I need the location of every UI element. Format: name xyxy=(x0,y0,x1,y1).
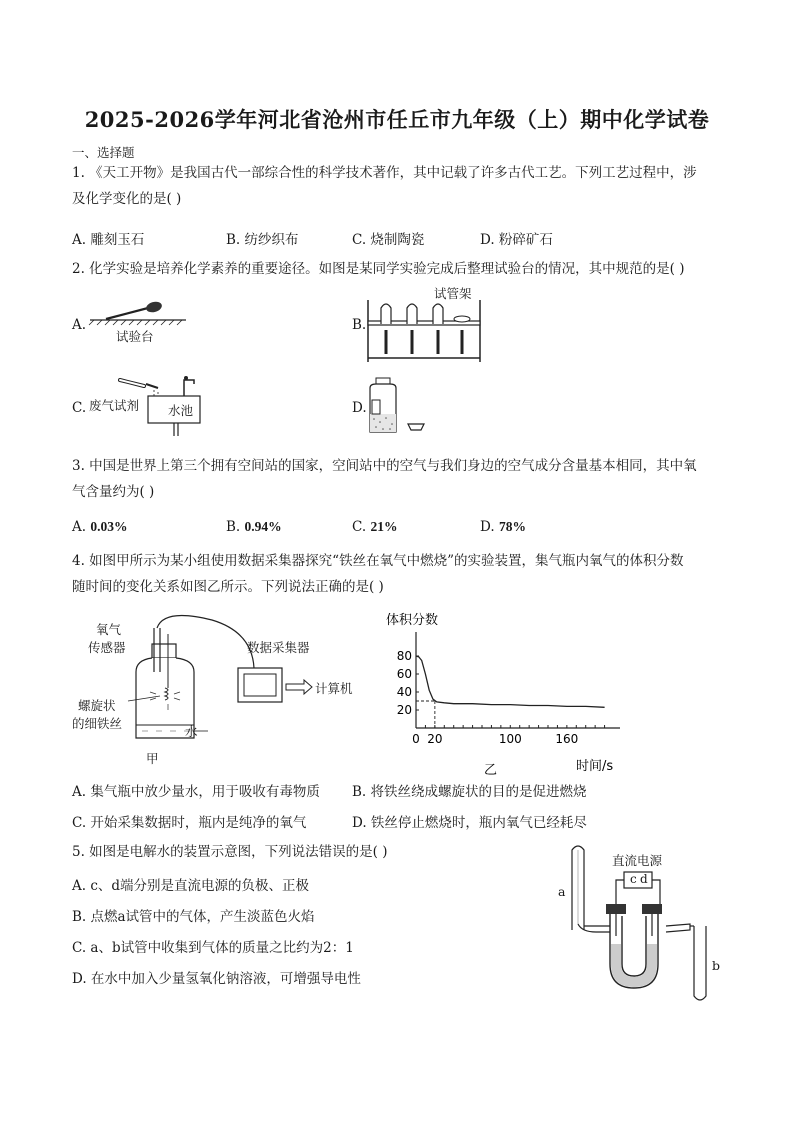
question-3 xyxy=(72,453,697,505)
chart-y-tick-label: 40 xyxy=(396,685,412,699)
q4-label-data-collector: 数据采集器 xyxy=(247,640,310,655)
question-4-stem-line1: 4. 如图甲所示为某小组使用数据采集器探究“铁丝在氧气中燃烧”的实验装置，集气瓶内氧气的体积分数 xyxy=(72,553,684,569)
q3-option-b: B. 0.94% xyxy=(226,519,282,535)
q2-figure-b-tube-rack xyxy=(362,296,488,366)
question-3-stem-line1: 3. 中国是世界上第三个拥有空间站的国家，空间站中的空气与我们身边的空气成分含量基本相同，其中氧 xyxy=(72,458,697,474)
q5-label-power: 直流电源 xyxy=(612,853,663,868)
q4-option-a: A. 集气瓶中放少量水，用于吸收有毒物质 xyxy=(72,784,320,800)
q5-label-d: d xyxy=(640,872,648,886)
q1-option-b: B. 纺纱织布 xyxy=(226,232,299,248)
q5-option-c: C. a、b试管中收集到气体的质量之比约为2：1 xyxy=(72,940,354,956)
q4-label-water: 水 xyxy=(185,724,198,739)
chart-x-axis-label: 时间/s xyxy=(576,759,614,774)
q2-option-c-letter: C. xyxy=(72,400,87,416)
chart-y-tick-label: 60 xyxy=(396,667,412,681)
question-1 xyxy=(72,160,722,212)
q3-option-a: A. 0.03% xyxy=(72,519,128,535)
question-5-stem: 5. 如图是电解水的装置示意图，下列说法错误的是( ) xyxy=(72,844,388,860)
q1-option-d: D. 粉碎矿石 xyxy=(480,232,553,248)
q4-caption-jia: 甲 xyxy=(146,751,159,766)
page-title: 2025-2026学年河北省沧州市任丘市九年级（上）期中化学试卷 xyxy=(84,107,710,132)
q5-label-a: a xyxy=(558,884,566,899)
chart-y-tick-label: 80 xyxy=(396,649,412,663)
chart-series-line xyxy=(416,656,605,707)
question-2-stem: 2. 化学实验是培养化学素养的重要途径。如图是某同学实验完成后整理试验台的情况，其中规范的是( ) xyxy=(72,261,685,277)
q2-label-sink: 水池 xyxy=(168,403,194,418)
q2-label-rack: 试管架 xyxy=(434,286,472,301)
q2-figure-d-bottle xyxy=(364,374,434,438)
chart-x-tick-label: 0 xyxy=(412,732,420,746)
question-4 xyxy=(72,548,683,600)
q4-label-sensor: 传感器 xyxy=(88,640,126,655)
section-heading: 一、选择题 xyxy=(72,145,135,160)
q2-label-test-bench: 试验台 xyxy=(116,329,154,344)
q5-label-b: b xyxy=(712,958,721,973)
q4-label-spiral: 螺旋状 xyxy=(78,698,116,713)
chart-x-tick-label: 20 xyxy=(427,732,443,746)
chart-caption: 乙 xyxy=(484,763,498,776)
question-4-stem-line2: 随时间的变化关系如图乙所示。下列说法正确的是( ) xyxy=(72,579,384,595)
q4-option-b: B. 将铁丝绕成螺旋状的目的是促进燃烧 xyxy=(352,784,587,800)
q4-label-iron-wire: 的细铁丝 xyxy=(72,716,123,731)
q5-label-c: c xyxy=(630,872,637,886)
q3-option-c: C. 21% xyxy=(352,519,398,535)
q5-option-b: B. 点燃a试管中的气体，产生淡蓝色火焰 xyxy=(72,909,315,925)
q4-label-oxygen: 氧气 xyxy=(96,622,122,637)
q5-option-a: A. c、d端分别是直流电源的负极、正极 xyxy=(72,878,310,894)
q2-option-d-letter: D. xyxy=(352,400,367,416)
q5-option-d: D. 在水中加入少量氢氧化钠溶液，可增强导电性 xyxy=(72,971,361,987)
q4-option-d: D. 铁丝停止燃烧时，瓶内氧气已经耗尽 xyxy=(352,815,587,831)
chart-y-tick-label: 20 xyxy=(396,703,412,717)
q2-option-a-letter: A. xyxy=(72,317,87,333)
chart-y-axis-label: 体积分数 xyxy=(386,613,439,628)
q1-option-c: C. 烧制陶瓷 xyxy=(352,232,425,248)
q2-option-b-letter: B. xyxy=(352,317,367,333)
chart-x-tick-label: 100 xyxy=(498,732,522,746)
q4-label-computer: 计算机 xyxy=(315,681,353,696)
question-1-stem-line2: 及化学变化的是( ) xyxy=(72,191,182,207)
question-1-stem-line1: 1. 《天工开物》是我国古代一部综合性的科学技术著作，其中记载了许多古代工艺。下列工艺过程中，涉 xyxy=(72,165,697,181)
q1-option-a: A. 雕刻玉石 xyxy=(72,232,145,248)
question-3-stem-line2: 气含量约为( ) xyxy=(72,484,155,500)
q3-option-d: D. 78% xyxy=(480,519,526,535)
q4-option-c: C. 开始采集数据时，瓶内是纯净的氧气 xyxy=(72,815,307,831)
chart-x-tick-label: 160 xyxy=(555,732,579,746)
q4-figure-yi-chart xyxy=(378,606,628,776)
q2-label-waste-reagent: 废气试剂 xyxy=(89,398,140,413)
